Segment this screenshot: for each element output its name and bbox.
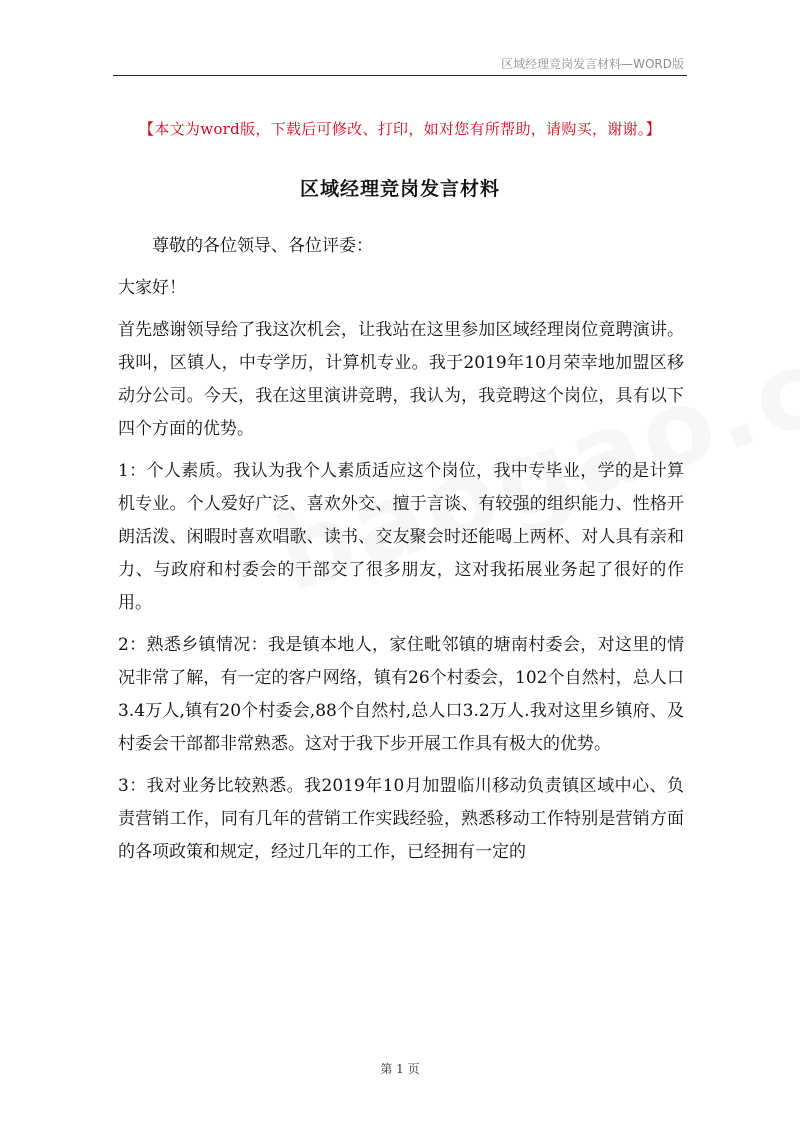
page-header: 区域经理竞岗发言材料—WORD版: [501, 57, 684, 71]
paragraph-point-3: 3：我对业务比较熟悉。我2019年10月加盟临川移动负责镇区域中心、负责营销工作，同有几年的营销工作实践经验，熟悉移动工作特别是营销方面的各项政策和规定，经过几年的工作，已经拥有一定的: [118, 776, 684, 862]
document-body: [118, 230, 684, 869]
download-notice: 【本文为word版，下载后可修改、打印，如对您有所帮助，请购买，谢谢。】: [139, 120, 661, 138]
paragraph-greeting: 大家好！: [118, 278, 186, 298]
page-number: 第 1 页: [380, 1062, 420, 1076]
paragraph-intro: 首先感谢领导给了我这次机会，让我站在这里参加区域经理岗位竟聘演讲。我叫，区镇人，中专学历，计算机专业。我于2019年10月荣幸地加盟区移动分公司。今天，我在这里演讲竞聘，我认为，我竞聘这个岗位，具有以下四个方面的优势。: [118, 320, 684, 439]
header-rule: [113, 75, 687, 76]
paragraph-salutation: 尊敬的各位领导、各位评委：: [152, 236, 373, 256]
paragraph-point-1: 1：个人素质。我认为我个人素质适应这个岗位，我中专毕业，学的是计算机专业。个人爱好广泛、喜欢外交、擅于言谈、有较强的组织能力、性格开朗活泼、闲暇时喜欢唱歌、读书、交友聚会时还能喝上两杯、对人具有亲和力、与政府和村委会的干部交了很多朋友，这对我拓展业务起了很好的作用。: [118, 461, 684, 613]
document-title: 区域经理竞岗发言材料: [299, 178, 500, 200]
paragraph-point-2: 2：熟悉乡镇情况：我是镇本地人，家住毗邻镇的塘南村委会，对这里的情况非常了解，有一定的客户网络，镇有26个村委会，102个自然村，总人口3.4万人,镇有20个村委会,88个自然村,总人口3.2万人.我对这里乡镇府、及村委会干部都非常熟悉。这对于我下步开展工作具有极大的优势。: [118, 635, 684, 754]
